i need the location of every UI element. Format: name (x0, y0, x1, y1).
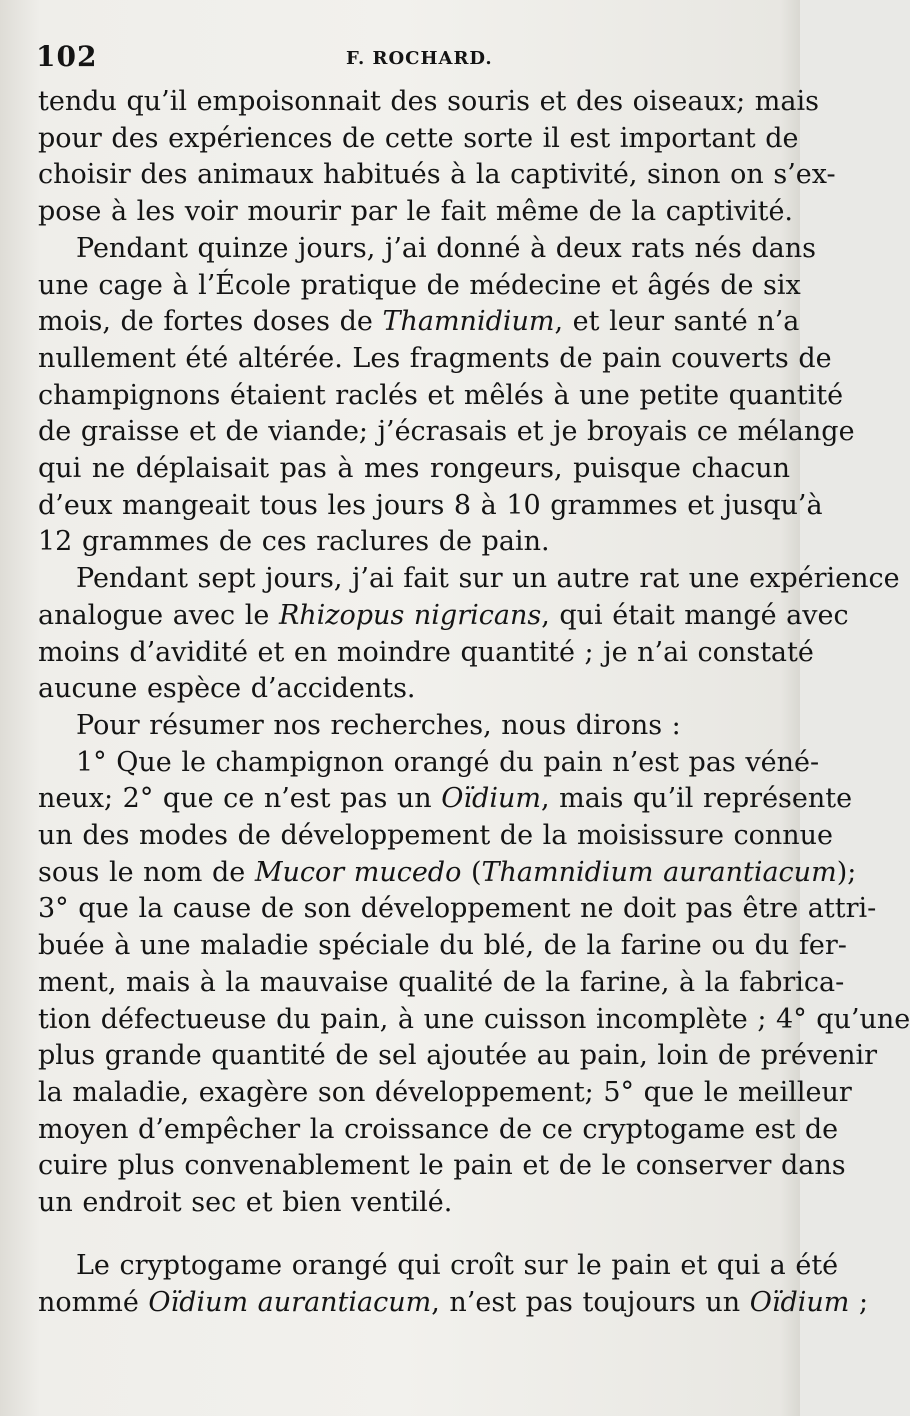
text-line (38, 194, 794, 231)
text-segment: un des modes de développement de la moisissure connue (38, 820, 834, 852)
italic-term: Mucor mucedo (254, 856, 462, 888)
text-segment: Pendant quinze jours, j’ai donné à deux rats nés dans (76, 232, 816, 264)
text-segment: Le cryptogame orangé qui croît sur le pain et qui a été (76, 1249, 839, 1281)
italic-term: Oïdium aurantiacum (148, 1286, 432, 1318)
paragraph-gap (38, 1222, 790, 1248)
text-segment: aucune espèce d’accidents. (38, 673, 416, 705)
text-segment: de graisse et de viande; j’écrasais et je broyais ce mélange (38, 416, 855, 448)
text-segment: Pendant sept jours, j’ai fait sur un autre rat une expérience (76, 563, 900, 595)
text-segment: 1° Que le champignon orangé du pain n’est pas véné- (76, 746, 820, 778)
text-segment: ment, mais à la mauvaise qualité de la farine, à la fabrica- (38, 966, 845, 998)
text-segment: moins d’avidité et en moindre quantité ; je n’ai constaté (38, 636, 814, 668)
text-segment: , qui était mangé avec (541, 599, 849, 631)
text-line (38, 928, 847, 965)
italic-term: Oïdium (749, 1286, 850, 1318)
text-segment: moyen d’empêcher la croissance de ce cryptogame est de (38, 1113, 839, 1145)
text-segment: plus grande quantité de sel ajoutée au pain, loin de prévenir (38, 1040, 878, 1072)
text-segment: ); (836, 856, 857, 888)
text-line (38, 598, 849, 635)
text-segment: nommé (38, 1286, 149, 1318)
text-line (38, 378, 844, 415)
text-segment: choisir des animaux habitués à la captivité, sinon on s’ex- (38, 159, 836, 191)
text-line (38, 1075, 852, 1112)
text-segment: la maladie, exagère son développement; 5° que le meilleur (38, 1076, 852, 1108)
italic-term: Oïdium (441, 783, 541, 815)
text-segment: Pour résumer nos recherches, nous dirons : (76, 709, 681, 741)
text-segment: qui ne déplaisait pas à mes rongeurs, puisque chacun (38, 453, 790, 485)
text-segment: 3° que la cause de son développement ne doit pas être attri- (38, 893, 877, 925)
text-segment: ; (849, 1286, 869, 1318)
text-segment: tion défectueuse du pain, à une cuisson incomplète ; 4° qu’une (38, 1003, 910, 1035)
text-line (38, 1185, 790, 1222)
text-line (38, 1148, 846, 1185)
text-segment: cuire plus convenablement le pain et de le conserver dans (38, 1150, 846, 1182)
text-line (38, 561, 900, 598)
text-line (38, 1112, 839, 1149)
text-segment: , et leur santé n’a (554, 306, 800, 338)
text-line (38, 1038, 878, 1075)
text-line (38, 304, 800, 341)
text-segment: nullement été altérée. Les fragments de pain couverts de (38, 342, 832, 374)
text-segment: d’eux mangeait tous les jours 8 à 10 grammes et jusqu’à (38, 489, 823, 521)
text-segment: , n’est pas toujours un (431, 1286, 750, 1318)
text-line (38, 965, 845, 1002)
text-line (38, 414, 855, 451)
text-segment: , mais qu’il représente (540, 783, 853, 815)
text-line (38, 781, 853, 818)
text-segment: analogue avec le (38, 599, 279, 631)
text-segment: sous le nom de (38, 856, 255, 888)
text-line (38, 745, 820, 782)
body-text (38, 84, 910, 1321)
text-line (38, 671, 790, 708)
text-segment: pour des expériences de cette sorte il est important de (38, 122, 799, 154)
text-segment: 12 grammes de ces raclures de pain. (38, 526, 550, 558)
text-line (38, 268, 801, 305)
text-line (38, 451, 790, 488)
page-number: 102 (36, 40, 98, 73)
text-line (38, 488, 823, 525)
text-segment: mois, de fortes doses de (38, 306, 383, 338)
text-segment: neux; 2° que ce n’est pas un (38, 783, 442, 815)
running-head: F. ROCHARD. (346, 48, 493, 69)
text-segment: tendu qu’il empoisonnait des souris et des oiseaux; mais (38, 86, 819, 117)
italic-term: Rhizopus nigricans (278, 599, 542, 631)
text-line (38, 635, 814, 672)
text-line (38, 121, 799, 158)
text-line (38, 1285, 869, 1322)
page-header (36, 40, 776, 76)
italic-term: Thamnidium (382, 306, 555, 338)
text-segment: buée à une maladie spéciale du blé, de la farine ou du fer- (38, 930, 847, 962)
text-segment: une cage à l’École pratique de médecine et âgés de six (38, 269, 801, 301)
text-line (38, 818, 834, 855)
text-line (38, 1248, 839, 1285)
italic-term: Thamnidium aurantiacum (481, 856, 837, 888)
text-line (38, 891, 877, 928)
text-segment: ( (461, 856, 482, 888)
text-segment: pose à les voir mourir par le fait même de la captivité. (38, 196, 794, 228)
text-line (38, 708, 790, 745)
text-line (38, 84, 819, 121)
text-line (38, 1002, 910, 1039)
text-line (38, 341, 832, 378)
text-segment: champignons étaient raclés et mêlés à une petite quantité (38, 379, 844, 411)
text-line (38, 855, 857, 892)
text-segment: un endroit sec et bien ventilé. (38, 1187, 453, 1219)
text-line (38, 231, 816, 268)
text-line (38, 157, 836, 194)
text-line (38, 524, 790, 561)
